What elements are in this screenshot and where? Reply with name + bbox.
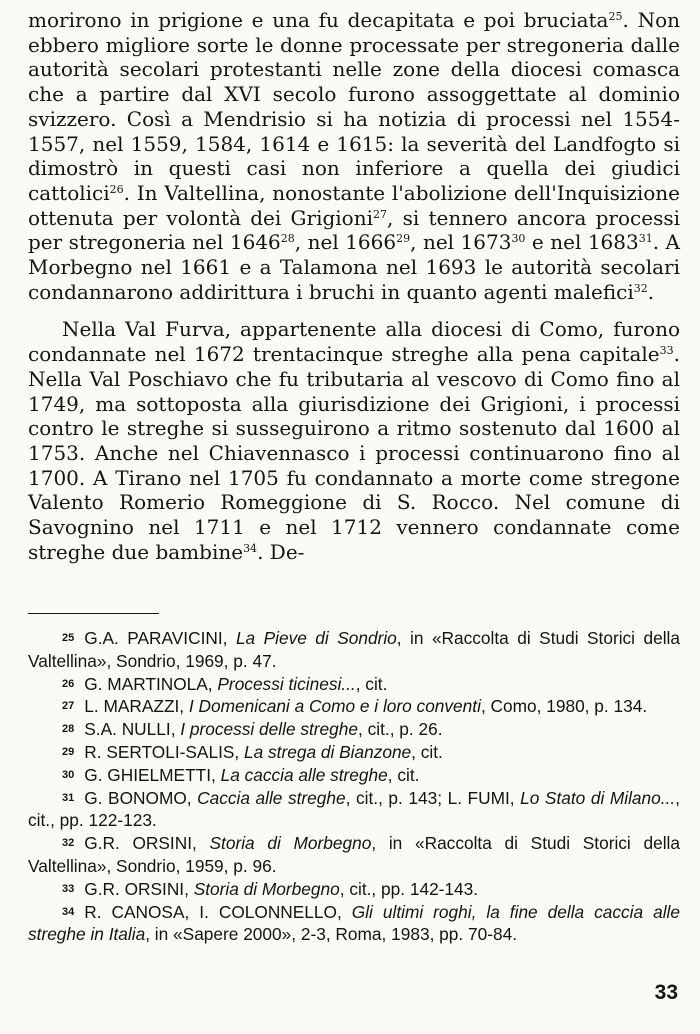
footnote-number: 27 [62,700,75,713]
text-run: , si tennero ancora processi per stregoneria nel 1646 [28,205,680,255]
text-run: . Nella Val Poschiavo che fu tributaria al vescovo di Como fino al 1749, ma sottoposta alla giurisdizione dei Grigioni, i processi contro le streghe si susseguirono a ritmo sostenuto dal 1600 al 1753. Anche nel Chiavennasco i processi continuarono fino al 1700. A Tirano nel 1705 fu condannato a morte come stregone Valento Romerio Romeggione di S. Rocco. Nel comune di Savognino nel 1711 e nel 1712 vennero condannate come streghe due bambine [28,342,680,564]
page-number: 33 [654,981,678,1004]
text-run: , in «Raccolta di Studi Storici della Valtellina», Sondrio, 1959, p. 96. [28,833,680,876]
text-run: , cit., p. 143; L. FUMI, [345,787,521,808]
footnote [28,764,680,787]
text-run: . Non ebbero migliore sorte le donne processate per stregoneria dalle autorità secolari protestanti nelle zone della diocesi comasca che a partire dal XVI secolo furono assoggettate al dominio svizzero. Così a Mendrisio si ha notizia di processi nel 1554-1557, nel 1559, 1584, 1614 e 1615: la severità del Landfogto si dimostrò in questi casi non inferiore a quella dei giudici cattolici [28,8,680,205]
footnote [28,741,680,764]
text-run: , nel 1673 [410,230,512,255]
text-run: . A Morbegno nel 1661 e a Talamona nel 1693 le autorità secolari condannarono addirittura i bruchi in quanto agenti malefici [28,230,680,304]
text-run: , nel 1666 [294,230,397,255]
paragraph [28,317,680,564]
text-run: , in «Raccolta di Studi Storici della Valtellina», Sondrio, 1969, p. 47. [28,628,680,671]
italic-title: Gli ultimi roghi, la fine della caccia alle streghe in Italia [28,901,680,945]
footnote [28,627,680,673]
text-run: , cit., p. 26. [358,719,443,740]
italic-title: Storia di Morbegno [209,833,372,854]
footnote [28,901,680,947]
text-run: S.A. NULLI, [84,719,181,740]
footnote-separator [28,613,159,614]
footnote-reference: 28 [280,232,295,246]
italic-title: Processi ticinesi... [217,673,356,694]
text-run: , cit. [355,673,388,694]
text-run: R. CANOSA, I. COLONNELLO, [84,901,352,922]
footnote [28,787,680,833]
italic-title: Caccia alle streghe [197,787,346,808]
footnote-reference: 30 [511,232,526,246]
text-run: . De- [257,539,305,564]
footnote-reference: 26 [109,182,124,196]
italic-title: La caccia alle streghe [220,764,388,785]
footnote-number: 30 [62,768,75,781]
italic-title: La Pieve di Sondrio [235,628,397,648]
text-run: , cit. [411,741,443,762]
text-run: G. BONOMO, [84,787,198,808]
footnote-number: 32 [62,837,75,850]
text-run: , cit. [387,764,420,785]
text-run: G. MARTINOLA, [84,673,218,694]
footnote-number: 31 [62,791,75,804]
italic-title: La strega di Bianzone [244,741,412,762]
text-run: G. GHIELMETTI, [84,764,221,785]
footnote-reference: 25 [608,10,623,23]
footnote-reference: 29 [396,232,411,246]
text-run: . In Valtellina, nonostante l'abolizione dell'Inquisizione ottenuta per volontà dei Grigioni [28,180,680,230]
text-run: Nella Val Furva, appartenente alla diocesi di Como, furono condannate nel 1672 trentacinque streghe alla pena capitale [28,317,680,367]
text-run: , cit., pp. 122-123. [28,787,680,831]
main-text [28,8,680,564]
footnote [28,718,680,741]
text-run: e nel 1683 [525,230,639,255]
footnote-number: 33 [62,882,75,895]
text-run: , cit., pp. 142-143. [339,878,479,899]
text-run: G.A. PARAVICINI, [84,628,236,648]
text-run: , Como, 1980, p. 134. [480,696,648,717]
text-run: L. MARAZZI, [84,696,189,717]
footnote-reference: 33 [659,344,674,358]
footnote [28,695,680,718]
footnote-reference: 31 [638,232,653,246]
footnote-number: 26 [62,677,75,690]
text-run: G.R. ORSINI, [84,878,194,899]
paragraph [28,8,680,304]
text-run: , in «Sapere 2000», 2-3, Roma, 1983, pp. 70-84. [145,924,518,945]
footnote [28,673,680,696]
footnote-number: 29 [62,745,75,758]
italic-title: Storia di Morbegno [193,878,340,899]
footnote [28,878,680,901]
italic-title: Lo Stato di Milano... [520,787,676,808]
footnote-reference: 27 [373,207,387,221]
footnote-reference: 34 [243,541,258,555]
italic-title: I processi delle streghe [180,719,359,740]
text-run: R. SERTOLI-SALIS, [84,741,244,762]
footnote [28,832,680,878]
footnote-number: 25 [62,632,75,644]
text-run: . [647,279,655,304]
footnote-number: 28 [62,723,75,736]
italic-title: I Domenicani a Como e i loro conventi [188,696,481,717]
footnotes [28,627,680,946]
footnote-reference: 32 [633,281,648,295]
text-run: morirono in prigione e una fu decapitata e poi bruciata [28,8,609,32]
text-run: G.R. ORSINI, [84,833,210,854]
footnote-number: 34 [62,905,75,918]
